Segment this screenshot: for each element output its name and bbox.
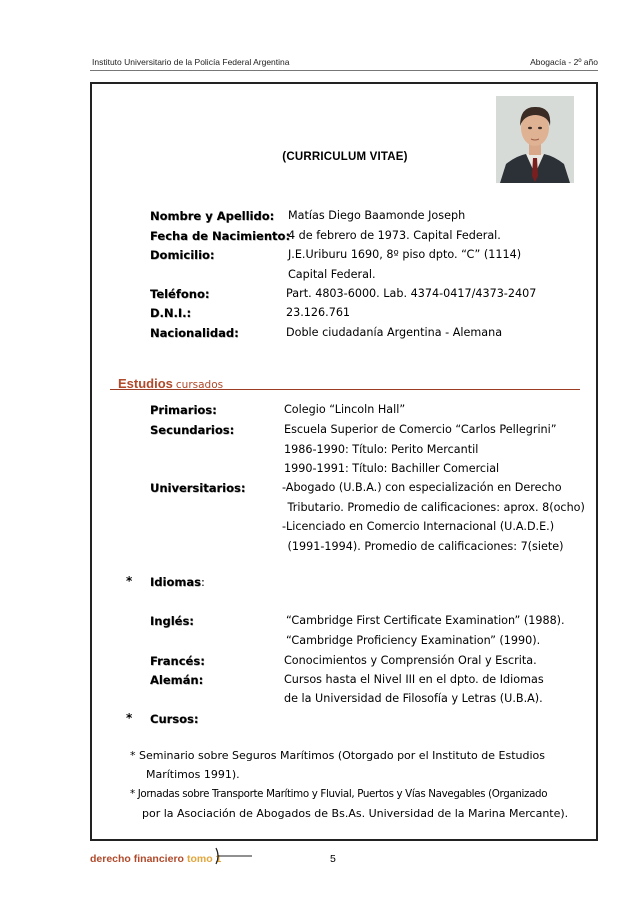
value-university-3: (1991-1994). Promedio de calificaciones: 7(siete) bbox=[284, 540, 564, 553]
course-item-1-line-1: por la Asociación de Abogados de Bs.As. Universidad de la Marina Mercante). bbox=[142, 807, 569, 820]
value-english-1: “Cambridge Proficiency Examination” (1990). bbox=[286, 634, 541, 647]
footer-brace-icon bbox=[214, 846, 254, 866]
section-title-sub: cursados bbox=[175, 379, 224, 391]
label-phone: Teléfono: bbox=[150, 287, 210, 301]
footer-subject: derecho financiero bbox=[90, 853, 184, 865]
value-birthdate: 4 de febrero de 1973. Capital Federal. bbox=[288, 229, 501, 242]
label-courses: Cursos: bbox=[150, 712, 199, 726]
label-birthdate: Fecha de Nacimiento: bbox=[150, 229, 291, 243]
value-german-0: Cursos hasta el Nivel III en el dpto. de Idiomas bbox=[284, 673, 544, 686]
value-university-1: Tributario. Promedio de calificaciones: aprox. 8(ocho) bbox=[284, 501, 585, 514]
value-secondary-1: 1986-1990: Título: Perito Mercantil bbox=[284, 443, 479, 456]
value-phone: Part. 4803-6000. Lab. 4374-0417/4373-2407 bbox=[286, 287, 537, 300]
label-name: Nombre y Apellido: bbox=[150, 209, 275, 223]
bullet-star-courses: * bbox=[126, 711, 133, 725]
value-primary-0: Colegio “Lincoln Hall” bbox=[284, 403, 406, 416]
value-english-0: “Cambridge First Certificate Examination” (1988). bbox=[286, 614, 565, 627]
value-university-2: -Licenciado en Comercio Internacional (U.A.D.E.) bbox=[282, 520, 555, 533]
label-address: Domicilio: bbox=[150, 248, 215, 262]
course-item-0-line-1: Marítimos 1991). bbox=[146, 768, 240, 781]
course-item-1-line-0: * Jornadas sobre Transporte Marítimo y Fluvial, Puertos y Vías Navegables (Organizado bbox=[130, 788, 548, 800]
label-university: Universitarios: bbox=[150, 481, 246, 495]
value-name: Matías Diego Baamonde Joseph bbox=[288, 209, 466, 222]
section-divider bbox=[110, 389, 580, 390]
footer-book-title bbox=[90, 853, 221, 865]
profile-photo bbox=[496, 96, 574, 183]
label-primary: Primarios: bbox=[150, 403, 217, 417]
header-divider bbox=[90, 70, 598, 71]
label-languages bbox=[150, 575, 205, 589]
footer-tomo: tomo 1 bbox=[186, 853, 222, 865]
bullet-star-languages: * bbox=[126, 574, 133, 588]
portrait-image bbox=[496, 96, 574, 183]
value-university-0: -Abogado (U.B.A.) con especialización en Derecho bbox=[282, 481, 562, 494]
page-number: 5 bbox=[330, 853, 336, 865]
label-dni: D.N.I.: bbox=[150, 306, 192, 320]
label-languages-text: Idiomas bbox=[150, 575, 201, 589]
value-address-city: Capital Federal. bbox=[288, 268, 376, 281]
document-title: (CURRICULUM VITAE) bbox=[282, 151, 408, 163]
label-english: Inglés: bbox=[150, 614, 194, 628]
value-address: J.E.Uriburu 1690, 8º piso dpto. “C” (1114) bbox=[288, 248, 522, 261]
course-item-0-line-0: * Seminario sobre Seguros Marítimos (Otorgado por el Instituto de Estudios bbox=[130, 749, 545, 762]
value-secondary-0: Escuela Superior de Comercio “Carlos Pellegrini” bbox=[284, 423, 557, 436]
value-french-0: Conocimientos y Comprensión Oral y Escrita. bbox=[284, 654, 537, 667]
label-languages-colon: : bbox=[200, 575, 205, 589]
label-secondary: Secundarios: bbox=[150, 423, 235, 437]
section-title-main: Estudios bbox=[118, 376, 173, 391]
header-course: Abogacía - 2º año bbox=[530, 57, 598, 67]
label-nationality: Nacionalidad: bbox=[150, 326, 239, 340]
label-french: Francés: bbox=[150, 654, 205, 668]
value-dni: 23.126.761 bbox=[286, 306, 351, 319]
header-institution: Instituto Universitario de la Policía Federal Argentina bbox=[92, 57, 290, 67]
label-german: Alemán: bbox=[150, 673, 204, 687]
value-german-1: de la Universidad de Filosofía y Letras (U.B.A). bbox=[284, 692, 543, 705]
value-secondary-2: 1990-1991: Título: Bachiller Comercial bbox=[284, 462, 500, 475]
value-nationality: Doble ciudadanía Argentina - Alemana bbox=[286, 326, 503, 339]
